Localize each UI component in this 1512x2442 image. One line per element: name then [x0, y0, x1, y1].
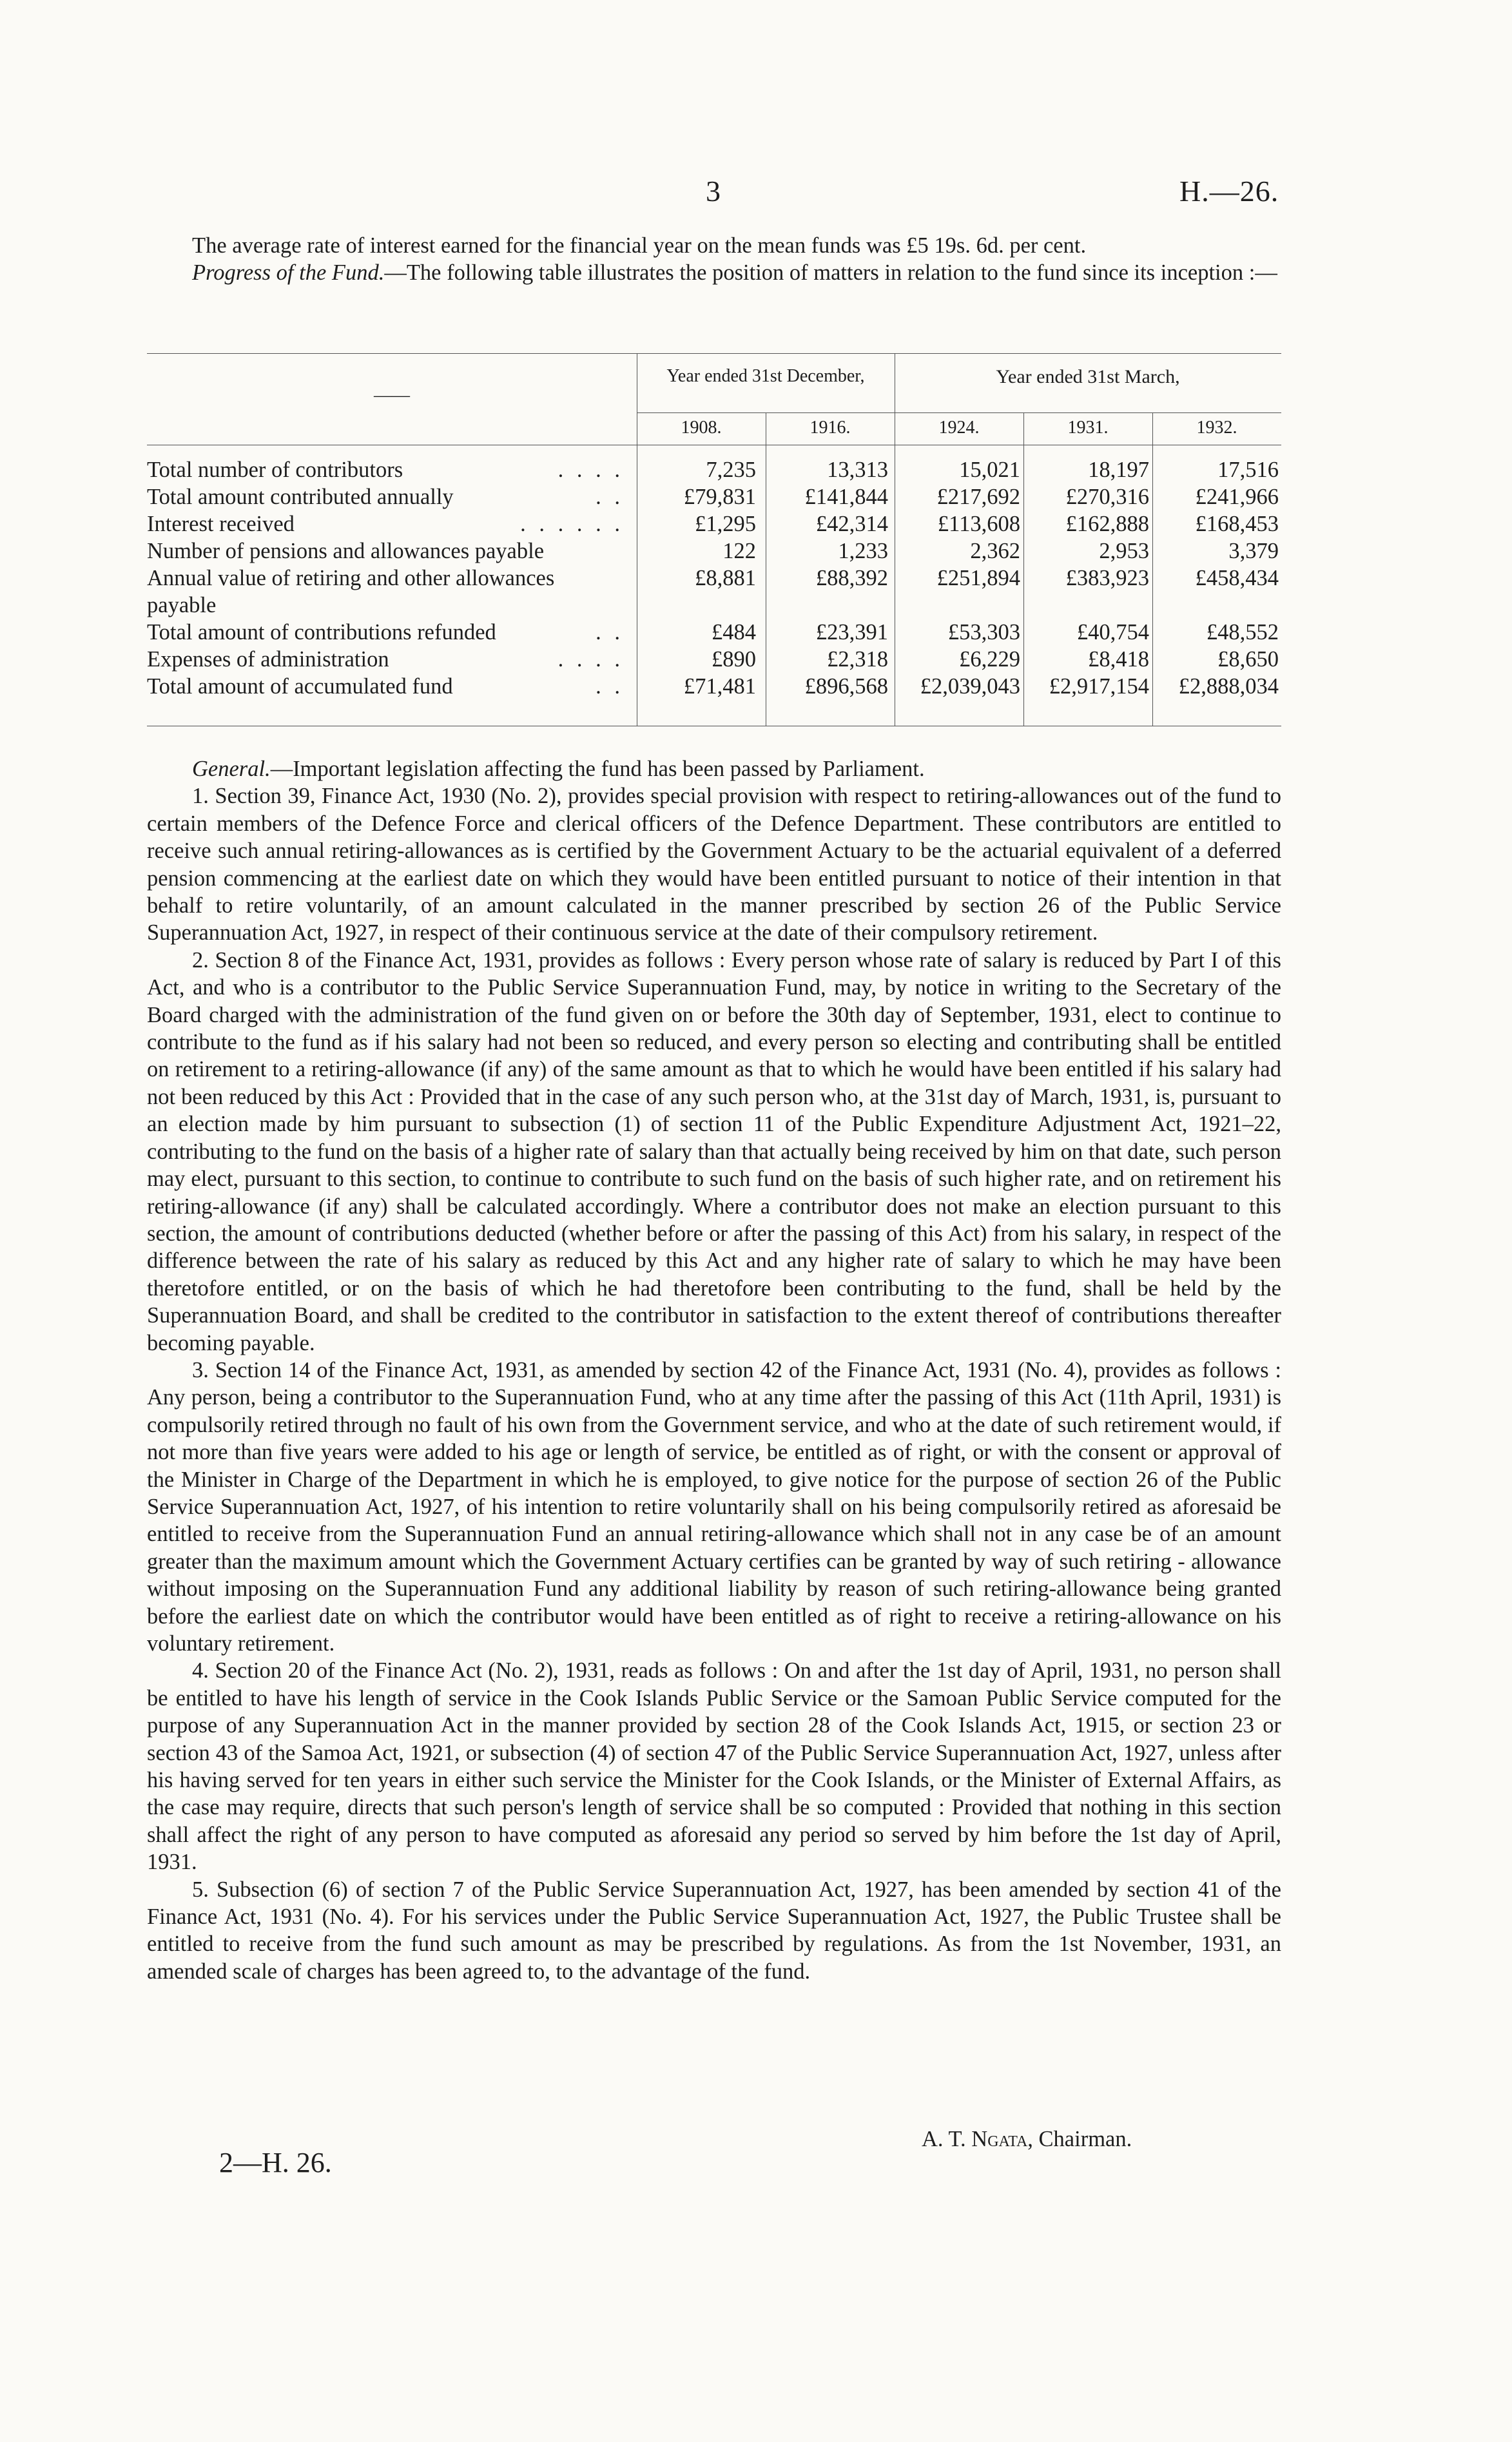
table-cell: £251,894 [936, 566, 1020, 590]
column-1908 [637, 456, 756, 700]
progress-paragraph [147, 259, 1281, 286]
footer-reference: 2—H. 26. [219, 2147, 332, 2178]
general-paragraph-4: 4. Section 20 of the Finance Act (No. 2), 1931, reads as follows : On and after the 1st day of April, 1931, no person shall be entitled to have his length of service in the Cook Islands Public Service or the Samoan Public Service computed for the purpose of any Superannuation Act in the manner provided by section 28 of the Cook Islands Act, 1915, or section 23 or section 43 of the Samoa Act, 1921, or subsection (4) of section 47 of the Public Service Superannuation Act, 1927, unless after his having served for ten years in either such service the Minister for the Cook Islands, or the Minister of External Affairs, as the case may require, directs that such person's length of service shall be so computed : Provided that nothing in this section shall affect the right of any person to have computed as aforesaid any period so served by him before the 1st day of April, 1931. [147, 1658, 1281, 1875]
table-cell: £79,831 [683, 485, 756, 509]
year-header: 1931. [1067, 418, 1109, 438]
table-cell: 13,313 [827, 458, 888, 482]
table-cell: 3,379 [1228, 539, 1279, 563]
row-label: Interest received . . . . . . [147, 512, 624, 536]
general-paragraph-5: 5. Subsection (6) of section 7 of the Public Service Superannuation Act, 1927, has been amended by section 41 of the Finance Act, 1931 (No. 4). For his services under the Public Service Superannuation Act, 1927, the Public Trustee shall be entitled to receive from the fund such amount as may be prescribed by regulations. As from the 1st November, 1931, an amended scale of charges has been agreed to, to the advantage of the fund. [147, 1877, 1281, 1984]
table-cell: £2,318 [827, 647, 888, 672]
column-1924 [895, 456, 1020, 700]
fund-progress-table [147, 353, 1281, 727]
table-cell: £1,295 [695, 512, 756, 536]
column-1931 [1023, 456, 1149, 700]
table-cell: £484 [712, 620, 756, 644]
signatory-title: , Chairman. [1027, 2127, 1132, 2151]
general-section [147, 755, 1281, 1985]
table-cell: 18,197 [1088, 458, 1149, 482]
table-cell: £2,917,154 [1049, 674, 1149, 699]
column-1916 [766, 456, 888, 700]
table-cell: £890 [712, 647, 756, 672]
table-cell: £217,692 [936, 485, 1020, 509]
year-header: 1908. [681, 418, 722, 438]
table-cell: £241,966 [1195, 485, 1279, 509]
row-label: Number of pensions and allowances payable [147, 539, 545, 563]
table-cell: 17,516 [1217, 458, 1279, 482]
table-cell: £71,481 [683, 674, 756, 699]
table-cell: £458,434 [1195, 566, 1279, 590]
general-heading: General. [192, 757, 271, 781]
signature [922, 2127, 1132, 2152]
table-cell: £23,391 [815, 620, 888, 644]
table-cell: £383,923 [1065, 566, 1149, 590]
table-cell: £8,650 [1217, 647, 1279, 672]
general-paragraph-3: 3. Section 14 of the Finance Act, 1931, as amended by section 42 of the Finance Act, 1931 (No. 4), provides as follows : Any person, being a contributor to the Superannuation Fund, who at any time after the passing of this Act (11th April, 1931) is compulsorily retired through no fault of his own from the Government service, and who at the date of such retirement would, if not more than five years were added to his age or length of service, be entitled as of right, or with the consent or approval of the Minister in Charge of the Department in which he is employed, to give notice for the purpose of section 26 of the Public Service Superannuation Act, 1927, of his intention to retire voluntarily shall on his being compulsorily retired as aforesaid be entitled to receive from the Superannuation Fund an annual retiring-allowance which shall not in any case be of an amount greater than the maximum amount which the Government Actuary certifies can be granted by way of such retiring - allowance without imposing on the Superannuation Fund any additional liability by reason of such retiring-allowance being granted before the earliest date on which the contributor would have been entitled as of right to receive a retiring-allowance on his voluntary retirement. [147, 1357, 1281, 1656]
table-cell: £113,608 [937, 512, 1020, 536]
table-cell: 2,362 [970, 539, 1020, 563]
table-cell: £896,568 [804, 674, 888, 699]
signatory-name: A. T. Ngata [922, 2127, 1028, 2151]
table-cell: £48,552 [1206, 620, 1279, 644]
table-cell: £2,888,034 [1178, 674, 1279, 699]
table-cell: £162,888 [1065, 512, 1149, 536]
table-cell: £8,881 [695, 566, 756, 590]
year-header: 1916. [809, 418, 851, 438]
page-number: 3 [706, 175, 721, 208]
table-cell: £270,316 [1065, 485, 1149, 509]
table-cell: £42,314 [815, 512, 888, 536]
row-label: Total amount contributed annually . . [147, 485, 624, 509]
row-label: Total number of contributors . . . . [147, 458, 624, 482]
interest-paragraph: The average rate of interest earned for the financial year on the mean funds was £5 19s. 6d. per cent. [192, 233, 1087, 258]
column-1932 [1152, 456, 1279, 700]
intro-section [147, 232, 1281, 287]
row-labels [147, 456, 624, 700]
general-paragraph-1: 1. Section 39, Finance Act, 1930 (No. 2), provides special provision with respect to retiring-allowances out of the fund to certain members of the Defence Force and clerical officers of the Defence Department. These contributors are entitled to receive such annual retiring-allowances as is certified by the Government Actuary to be the actuarial equivalent of a deferred pension commencing at the earliest date on which they would have been entitled pursuant to notice of their intention in that behalf to retire voluntarily, of an amount calculated in the manner prescribed by section 26 of the Public Service Superannuation Act, 1927, in respect of their continuous service at the date of their compulsory retirement. [147, 784, 1281, 945]
table-cell: £8,418 [1088, 647, 1149, 672]
general-paragraph-2: 2. Section 8 of the Finance Act, 1931, provides as follows : Every person whose rate of salary is reduced by Part I of this Act, and who is a contributor to the Public Service Superannuation Fund, may, by notice in writing to the Secretary of the Board charged with the administration of the fund given on or before the 30th day of September, 1931, elect to continue to contribute to the fund as if his salary had not been so reduced, and every person so electing and contributing shall be entitled on retirement to a retiring-allowance (if any) of the same amount as that to which he would have been entitled if his salary had not been reduced by this Act : Provided that in the case of any such person who, at the 31st day of March, 1931, is, pursuant to an election made by him pursuant to subsection (1) of section 11 of the Public Expenditure Adjustment Act, 1921–22, contributing to the fund on the basis of a higher rate of salary than that actually being received by him on that date, such person may elect, pursuant to this section, to continue to contribute to such fund on the basis of such higher rate, and on retirement his retiring-allowance (if any) shall be calculated accordingly. Where a contributor does not make an election pursuant to this section, the amount of contributions deducted (whether before or after the passing of this Act) from his salary, in respect of the difference between the rate of his salary as reduced by this Act and any higher rate of salary to which he may have been theretofore entitled, or on the basis of which he had theretofore been contributing to the fund, shall be held by the Superannuation Board, and shall be credited to the contributor in satisfaction to the extent thereof of contributions thereafter becoming payable. [147, 947, 1281, 1355]
table-cell: £2,039,043 [920, 674, 1020, 699]
table-cell: £88,392 [815, 566, 888, 590]
table-top-rule [147, 353, 1281, 354]
table-cell: £6,229 [959, 647, 1020, 672]
table-cell: 2,953 [1099, 539, 1149, 563]
row-label: Expenses of administration . . . . [147, 647, 624, 672]
row-label: Total amount of contributions refunded . . [147, 620, 624, 644]
group-header-december: Year ended 31st December, [666, 366, 865, 386]
row-label: Annual value of retiring and other allowances payable [147, 566, 555, 617]
year-header: 1932. [1196, 418, 1237, 438]
year-header: 1924. [938, 418, 980, 438]
progress-heading: Progress of the Fund. [192, 260, 385, 286]
row-label: Total amount of accumulated fund . . [147, 674, 624, 699]
table-cell: £40,754 [1076, 620, 1149, 644]
table-cell: 15,021 [959, 458, 1020, 482]
table-cell: 1,233 [838, 539, 888, 563]
header-mid-rule [637, 412, 1281, 413]
table-cell: 7,235 [706, 458, 756, 482]
progress-text: —The following table illustrates the position of matters in relation to the fund since its inception :— [384, 260, 1277, 286]
group-header-march: Year ended 31st March, [996, 366, 1180, 387]
table-cell: £141,844 [804, 485, 888, 509]
document-reference: H.—26. [1179, 175, 1279, 208]
stub-header: —— [374, 385, 410, 405]
table-cell: £168,453 [1195, 512, 1279, 536]
table-cell: 122 [722, 539, 756, 563]
table-cell: £53,303 [947, 620, 1020, 644]
general-intro: General.—Important legislation affecting the fund has been passed by Parliament. [192, 757, 925, 781]
